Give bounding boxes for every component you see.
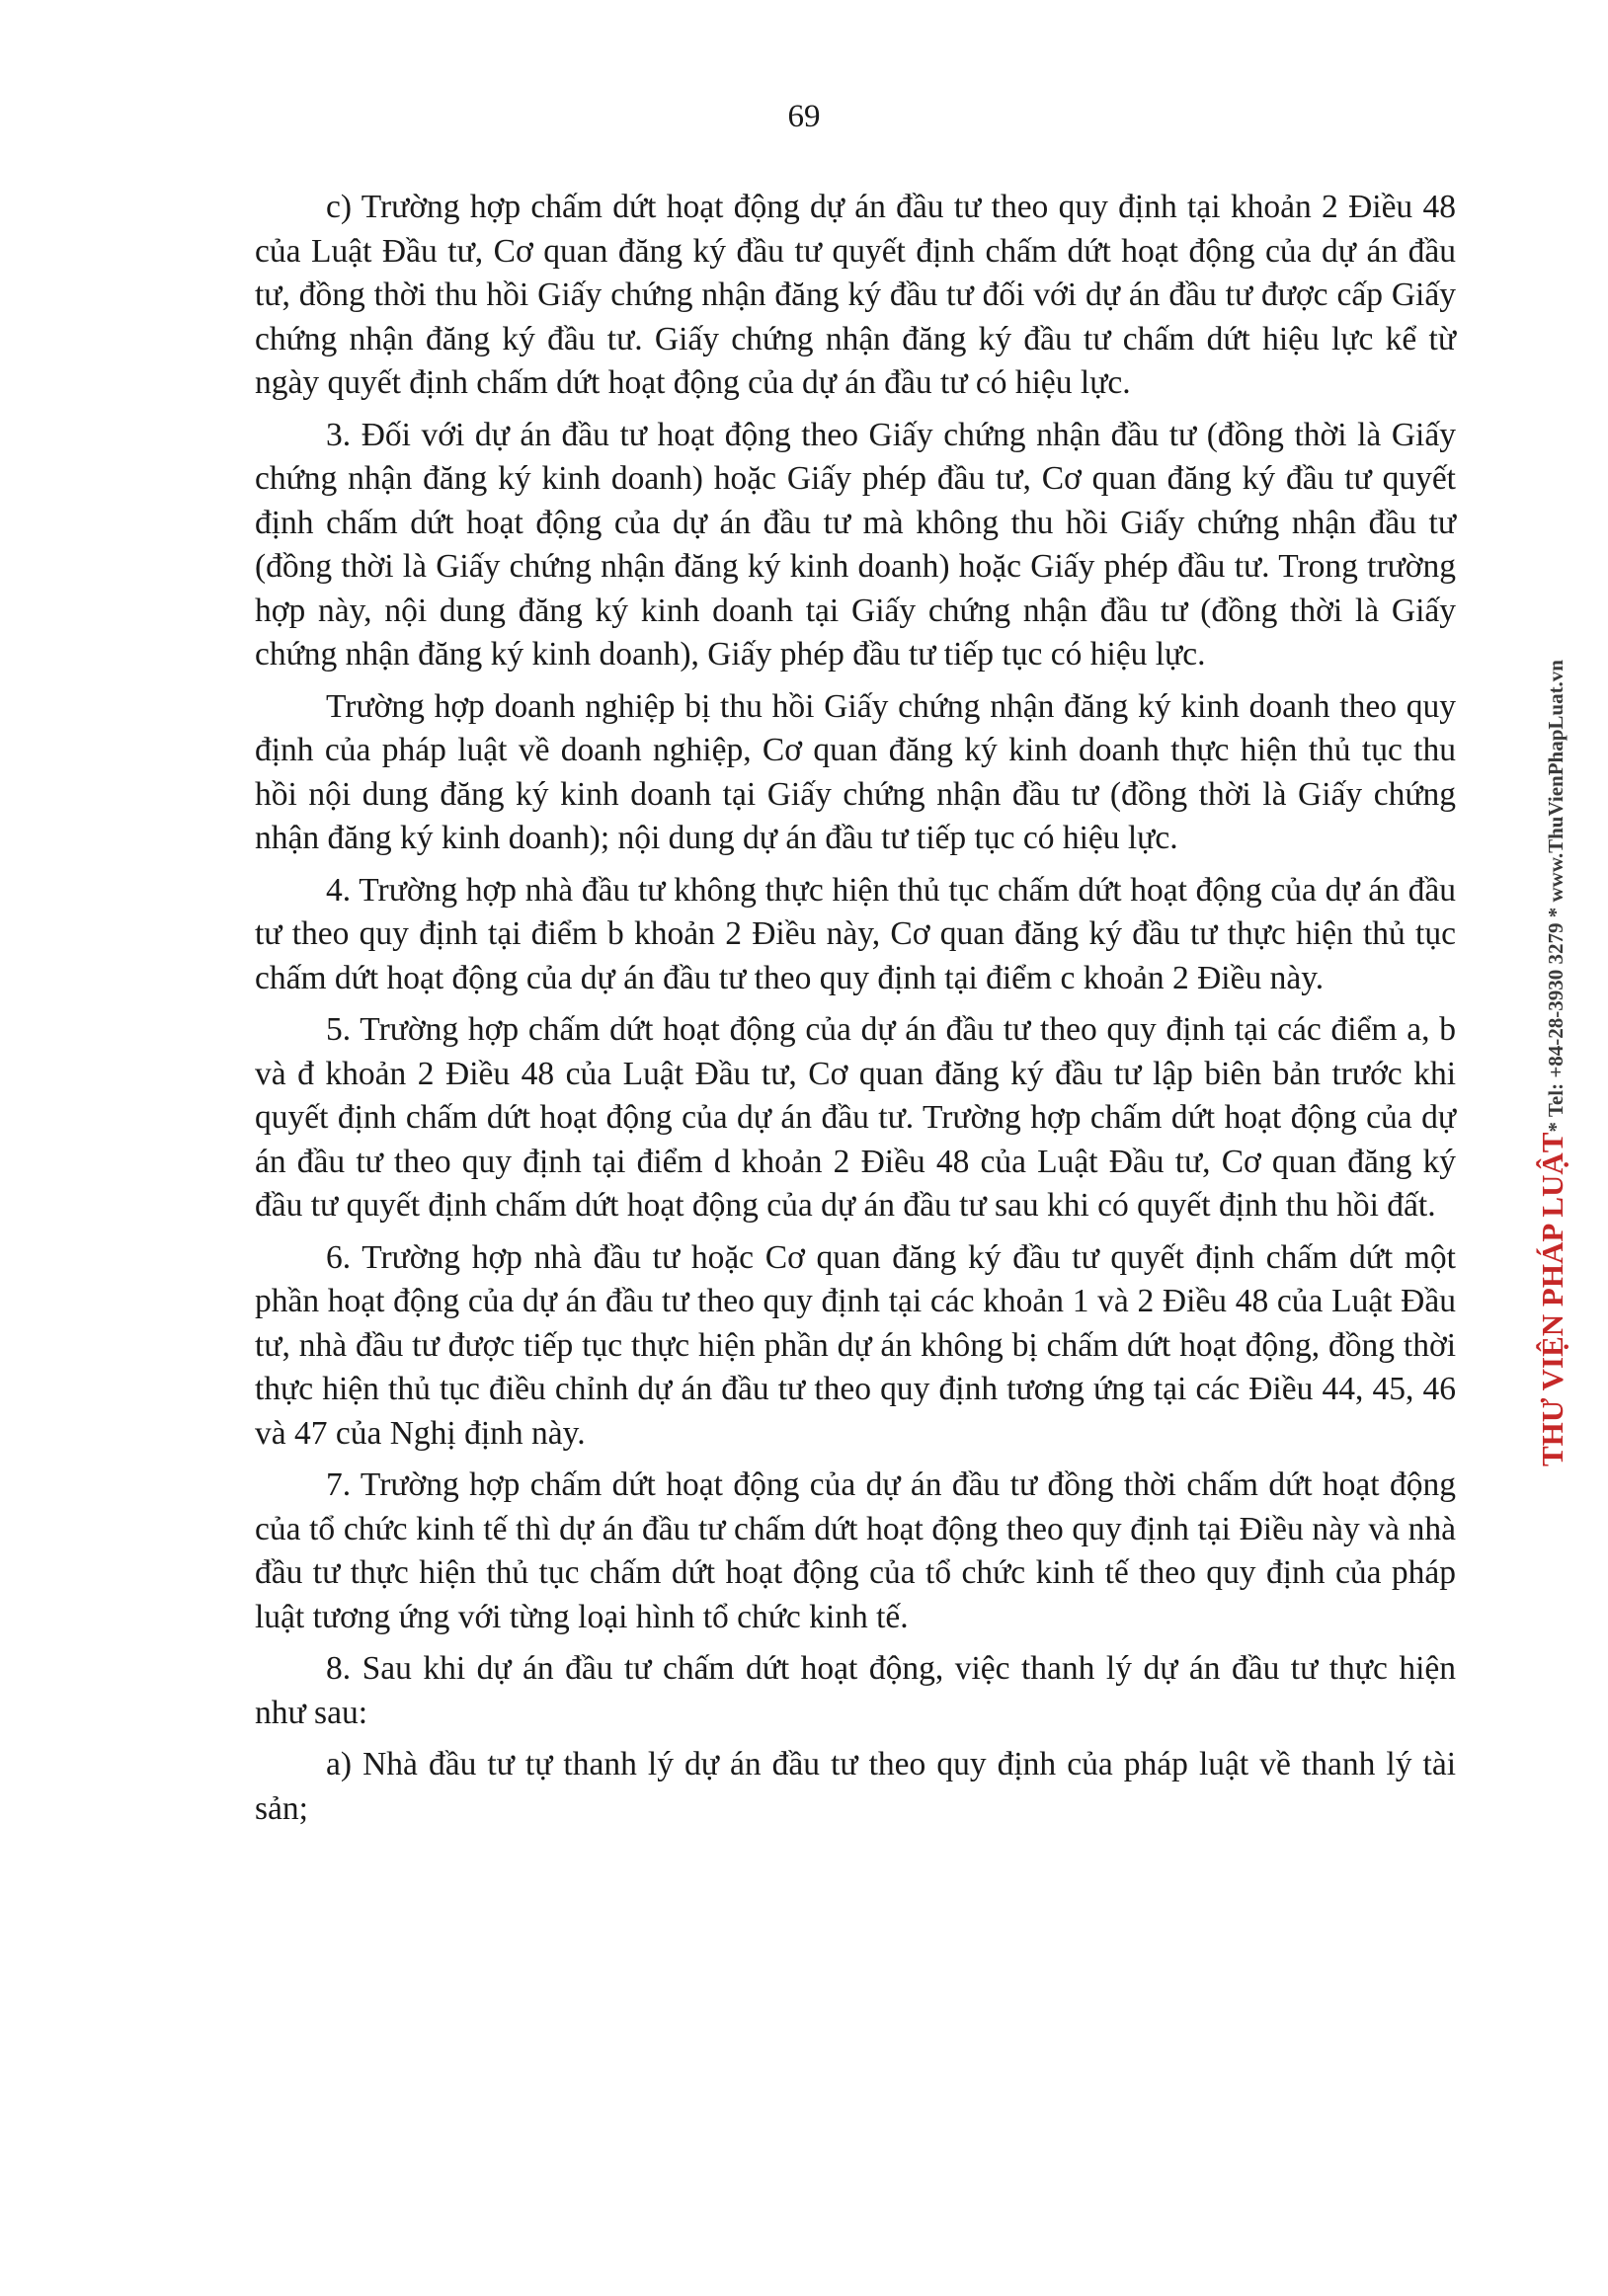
paragraph-4: 4. Trường hợp nhà đầu tư không thực hiện thủ tục chấm dứt hoạt động của dự án đầu tư theo quy định tại điểm b khoản 2 Điều này, Cơ quan đăng ký đầu tư thực hiện thủ tục chấm dứt hoạt động của dự án đầu tư theo quy định tại điểm c khoản 2 Điều này. (255, 871, 1456, 996)
paragraph-6: 6. Trường hợp nhà đầu tư hoặc Cơ quan đăng ký đầu tư quyết định chấm dứt một phần hoạt động của dự án đầu tư theo quy định tại các khoản 1 và 2 Điều 48 của Luật Đầu tư, nhà đầu tư được tiếp tục thực hiện phần dự án không bị chấm dứt hoạt động, đồng thời thực hiện thủ tục điều chỉnh dự án đầu tư theo quy định tương ứng tại các Điều 44, 45, 46 và 47 của Nghị định này. (255, 1238, 1456, 1452)
side-watermark (1535, 660, 1573, 1466)
paragraph-3-continued: Trường hợp doanh nghiệp bị thu hồi Giấy chứng nhận đăng ký kinh doanh theo quy định của pháp luật về doanh nghiệp, Cơ quan đăng ký kinh doanh thực hiện thủ tục thu hồi nội dung đăng ký kinh doanh tại Giấy chứng nhận đầu tư (đồng thời là Giấy chứng nhận đăng ký kinh doanh); nội dung dự án đầu tư tiếp tục có hiệu lực. (255, 687, 1456, 856)
document-body (255, 186, 1456, 1839)
watermark-contact: * Tel: +84-28-3930 3279 * www.ThuVienPhapLuat.vn (1544, 660, 1568, 1133)
paragraph-3: 3. Đối với dự án đầu tư hoạt động theo Giấy chứng nhận đầu tư (đồng thời là Giấy chứng nhận đăng ký kinh doanh) hoặc Giấy phép đầu tư, Cơ quan đăng ký đầu tư quyết định chấm dứt hoạt động của dự án đầu tư mà không thu hồi Giấy chứng nhận đầu tư (đồng thời là Giấy chứng nhận đăng ký kinh doanh) hoặc Giấy phép đầu tư. Trong trường hợp này, nội dung đăng ký kinh doanh tại Giấy chứng nhận đầu tư (đồng thời là Giấy chứng nhận đăng ký kinh doanh), Giấy phép đầu tư tiếp tục có hiệu lực. (255, 416, 1456, 673)
paragraph-8a: a) Nhà đầu tư tự thanh lý dự án đầu tư theo quy định của pháp luật về thanh lý tài sản; (255, 1746, 1456, 1827)
page-number: 69 (787, 99, 821, 134)
watermark-brand: THƯ VIỆN PHÁP LUẬT (1535, 1132, 1569, 1466)
paragraph-5: 5. Trường hợp chấm dứt hoạt động của dự án đầu tư theo quy định tại các điểm a, b và đ khoản 2 Điều 48 của Luật Đầu tư, Cơ quan đăng ký đầu tư lập biên bản trước khi quyết định chấm dứt hoạt động của dự án đầu tư. Trường hợp chấm dứt hoạt động của dự án đầu tư theo quy định tại điểm d khoản 2 Điều 48 của Luật Đầu tư, Cơ quan đăng ký đầu tư quyết định chấm dứt hoạt động của dự án đầu tư sau khi có quyết định thu hồi đất. (255, 1011, 1456, 1224)
paragraph-2c: c) Trường hợp chấm dứt hoạt động dự án đầu tư theo quy định tại khoản 2 Điều 48 của Luật Đầu tư, Cơ quan đăng ký đầu tư quyết định chấm dứt hoạt động của dự án đầu tư, đồng thời thu hồi Giấy chứng nhận đăng ký đầu tư đối với dự án đầu tư được cấp Giấy chứng nhận đăng ký đầu tư. Giấy chứng nhận đăng ký đầu tư chấm dứt hiệu lực kể từ ngày quyết định chấm dứt hoạt động của dự án đầu tư có hiệu lực. (255, 189, 1456, 401)
paragraph-8: 8. Sau khi dự án đầu tư chấm dứt hoạt động, việc thanh lý dự án đầu tư thực hiện như sau: (255, 1650, 1456, 1731)
paragraph-7: 7. Trường hợp chấm dứt hoạt động của dự án đầu tư đồng thời chấm dứt hoạt động của tổ chức kinh tế thì dự án đầu tư chấm dứt hoạt động theo quy định tại Điều này và nhà đầu tư thực hiện thủ tục chấm dứt hoạt động của tổ chức kinh tế theo quy định của pháp luật tương ứng với từng loại hình tổ chức kinh tế. (255, 1466, 1456, 1635)
